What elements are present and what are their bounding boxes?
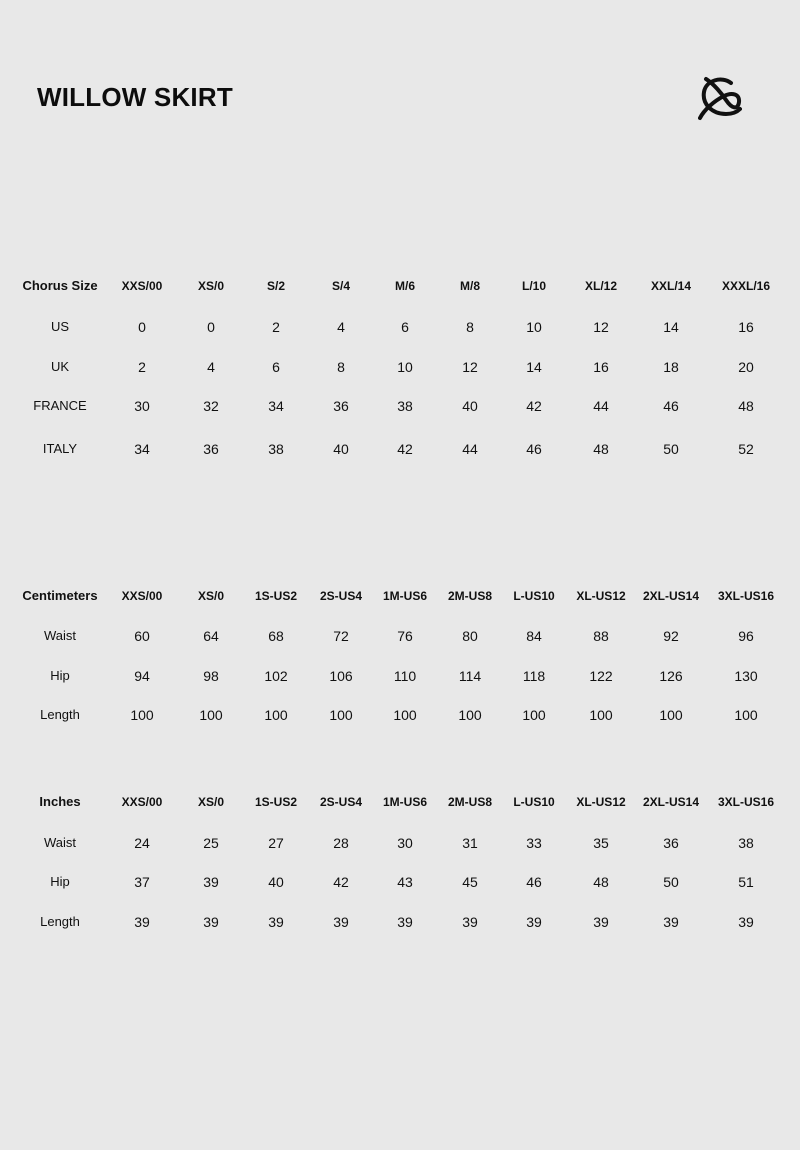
- column-header: 3XL-US16: [717, 795, 775, 809]
- column-header: 1M-US6: [382, 589, 427, 603]
- column-header: XS/0: [197, 589, 224, 603]
- table-cell: 52: [738, 441, 754, 457]
- table-cell: 48: [738, 398, 754, 414]
- table-row: [0, 833, 800, 853]
- table-cell: 2: [272, 319, 280, 335]
- table-cell: 36: [663, 835, 679, 851]
- column-header: 1M-US6: [382, 795, 427, 809]
- table-cell: 2: [138, 359, 146, 375]
- table-cell: 40: [268, 874, 284, 890]
- table-cell: 0: [138, 319, 146, 335]
- table-cell: 88: [593, 628, 609, 644]
- table-cell: 39: [333, 914, 349, 930]
- table-row: [0, 626, 800, 646]
- table-cell: 31: [462, 835, 478, 851]
- table-row: [0, 705, 800, 725]
- table-cell: 38: [397, 398, 413, 414]
- column-header: XXS/00: [121, 589, 163, 603]
- table-cell: 4: [207, 359, 215, 375]
- table-cell: 14: [663, 319, 679, 335]
- table-cell: 51: [738, 874, 754, 890]
- table-cell: 122: [589, 668, 613, 684]
- column-header: M/6: [394, 279, 415, 293]
- column-header: 1S-US2: [254, 795, 298, 809]
- column-header: XXS/00: [121, 279, 163, 293]
- table-cell: 20: [738, 359, 754, 375]
- table-header-row: [0, 586, 800, 606]
- table-cell: 36: [203, 441, 219, 457]
- row-label: FRANCE: [33, 398, 87, 413]
- column-header: 2XL-US14: [642, 589, 700, 603]
- table-cell: 39: [134, 914, 150, 930]
- table-cell: 40: [462, 398, 478, 414]
- table-cell: 100: [264, 707, 288, 723]
- table-cell: 72: [333, 628, 349, 644]
- table-cell: 39: [268, 914, 284, 930]
- table-cell: 14: [526, 359, 542, 375]
- table-cell: 28: [333, 835, 349, 851]
- table-cell: 12: [462, 359, 478, 375]
- table-header-row: [0, 792, 800, 812]
- table-cell: 68: [268, 628, 284, 644]
- table-cell: 16: [738, 319, 754, 335]
- table-row: [0, 357, 800, 377]
- table-cell: 100: [589, 707, 613, 723]
- table-cell: 106: [329, 668, 353, 684]
- row-label: US: [50, 319, 70, 334]
- table-cell: 100: [393, 707, 417, 723]
- row-label: Length: [40, 914, 80, 929]
- table-cell: 96: [738, 628, 754, 644]
- table-cell: 60: [134, 628, 150, 644]
- table-cell: 30: [397, 835, 413, 851]
- column-header: XS/0: [197, 279, 224, 293]
- table-cell: 30: [134, 398, 150, 414]
- chorus-loop-logo-icon: [698, 74, 742, 122]
- table-cell: 24: [134, 835, 150, 851]
- table-cell: 39: [203, 874, 219, 890]
- table-cell: 100: [659, 707, 683, 723]
- table-cell: 100: [734, 707, 758, 723]
- row-label: Hip: [50, 874, 70, 889]
- table-cell: 98: [203, 668, 219, 684]
- column-header: M/8: [459, 279, 480, 293]
- table-cell: 44: [462, 441, 478, 457]
- row-label: UK: [50, 359, 70, 374]
- column-header: XS/0: [197, 795, 224, 809]
- table-cell: 35: [593, 835, 609, 851]
- row-label: Centimeters: [22, 588, 98, 603]
- page-title: WILLOW SKIRT: [37, 82, 233, 112]
- table-cell: 100: [458, 707, 482, 723]
- table-cell: 39: [203, 914, 219, 930]
- table-cell: 6: [401, 319, 409, 335]
- table-row: [0, 912, 800, 932]
- table-row: [0, 666, 800, 686]
- table-cell: 100: [199, 707, 223, 723]
- column-header: 2M-US8: [447, 795, 492, 809]
- table-cell: 126: [659, 668, 683, 684]
- table-cell: 48: [593, 441, 609, 457]
- table-cell: 46: [526, 874, 542, 890]
- row-label: Length: [40, 707, 80, 722]
- table-cell: 42: [397, 441, 413, 457]
- column-header: 2S-US4: [319, 589, 363, 603]
- table-cell: 39: [462, 914, 478, 930]
- table-cell: 40: [333, 441, 349, 457]
- table-row: [0, 872, 800, 892]
- table-cell: 100: [130, 707, 154, 723]
- table-cell: 92: [663, 628, 679, 644]
- column-header: L-US10: [513, 795, 555, 809]
- row-label: Waist: [43, 835, 77, 850]
- column-header: 2M-US8: [447, 589, 492, 603]
- table-cell: 39: [526, 914, 542, 930]
- table-cell: 36: [333, 398, 349, 414]
- table-cell: 100: [329, 707, 353, 723]
- table-cell: 25: [203, 835, 219, 851]
- table-cell: 0: [207, 319, 215, 335]
- table-cell: 34: [134, 441, 150, 457]
- table-cell: 6: [272, 359, 280, 375]
- table-row: [0, 396, 800, 416]
- column-header: XL/12: [584, 279, 617, 293]
- table-cell: 76: [397, 628, 413, 644]
- table-cell: 64: [203, 628, 219, 644]
- row-label: ITALY: [42, 441, 78, 456]
- table-cell: 38: [738, 835, 754, 851]
- column-header: 1S-US2: [254, 589, 298, 603]
- column-header: XXL/14: [650, 279, 692, 293]
- column-header: XL-US12: [576, 795, 626, 809]
- table-cell: 102: [264, 668, 288, 684]
- table-cell: 94: [134, 668, 150, 684]
- table-cell: 10: [526, 319, 542, 335]
- table-cell: 45: [462, 874, 478, 890]
- column-header: S/2: [266, 279, 285, 293]
- table-cell: 118: [522, 668, 546, 684]
- table-cell: 39: [397, 914, 413, 930]
- row-label: Chorus Size: [22, 278, 98, 293]
- table-cell: 39: [593, 914, 609, 930]
- table-cell: 32: [203, 398, 219, 414]
- table-cell: 42: [526, 398, 542, 414]
- table-cell: 44: [593, 398, 609, 414]
- table-cell: 10: [397, 359, 413, 375]
- column-header: S/4: [331, 279, 350, 293]
- table-cell: 110: [393, 668, 417, 684]
- table-cell: 8: [466, 319, 474, 335]
- table-cell: 16: [593, 359, 609, 375]
- table-cell: 43: [397, 874, 413, 890]
- row-label: Inches: [39, 794, 81, 809]
- table-cell: 48: [593, 874, 609, 890]
- table-cell: 8: [337, 359, 345, 375]
- column-header: 2S-US4: [319, 795, 363, 809]
- table-cell: 80: [462, 628, 478, 644]
- table-cell: 39: [663, 914, 679, 930]
- column-header: XXXL/16: [721, 279, 771, 293]
- table-cell: 50: [663, 874, 679, 890]
- table-cell: 42: [333, 874, 349, 890]
- table-cell: 130: [734, 668, 758, 684]
- column-header: L/10: [521, 279, 546, 293]
- column-header: L-US10: [513, 589, 555, 603]
- table-cell: 37: [134, 874, 150, 890]
- table-cell: 100: [522, 707, 546, 723]
- table-cell: 18: [663, 359, 679, 375]
- table-cell: 84: [526, 628, 542, 644]
- table-cell: 46: [663, 398, 679, 414]
- table-cell: 46: [526, 441, 542, 457]
- column-header: XL-US12: [576, 589, 626, 603]
- column-header: 2XL-US14: [642, 795, 700, 809]
- column-header: XXS/00: [121, 795, 163, 809]
- table-row: [0, 439, 800, 459]
- table-cell: 39: [738, 914, 754, 930]
- table-cell: 33: [526, 835, 542, 851]
- row-label: Hip: [50, 668, 70, 683]
- table-cell: 12: [593, 319, 609, 335]
- table-cell: 34: [268, 398, 284, 414]
- row-label: Waist: [43, 628, 77, 643]
- table-header-row: [0, 276, 800, 296]
- table-cell: 38: [268, 441, 284, 457]
- column-header: 3XL-US16: [717, 589, 775, 603]
- table-cell: 114: [458, 668, 482, 684]
- table-cell: 4: [337, 319, 345, 335]
- table-cell: 27: [268, 835, 284, 851]
- table-row: [0, 317, 800, 337]
- table-cell: 50: [663, 441, 679, 457]
